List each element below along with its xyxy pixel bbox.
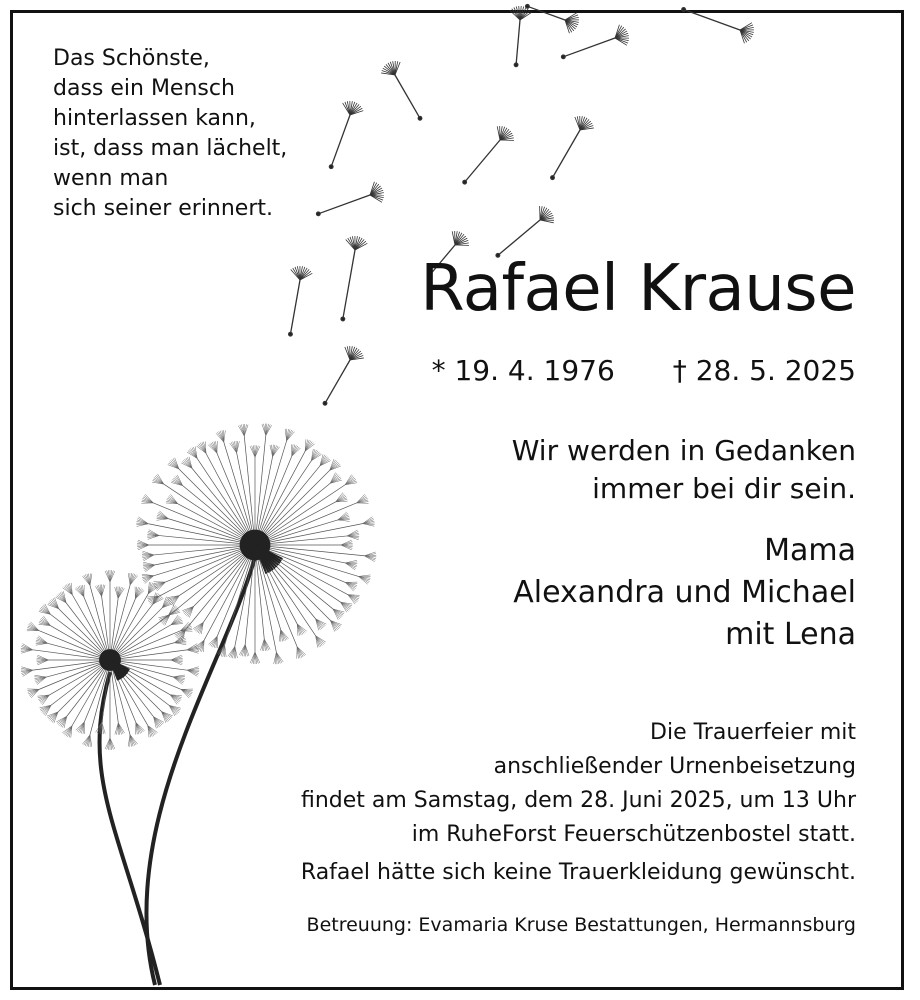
seed-icon xyxy=(379,57,431,125)
seed-icon xyxy=(558,23,632,68)
seed-icon xyxy=(279,264,313,338)
life-dates xyxy=(432,354,856,387)
dress-note: Rafael hätte sich keine Trauerkleidung gewünscht. xyxy=(300,860,856,885)
mourners-list: Mama Alexandra und Michael mit Lena xyxy=(513,533,856,652)
seed-icon xyxy=(522,0,582,35)
seed-icon xyxy=(505,5,532,67)
deceased-name: Rafael Krause xyxy=(420,252,856,326)
seed-icon xyxy=(332,234,368,322)
seed-icon xyxy=(678,0,757,45)
birth-date: * 19. 4. 1976 xyxy=(431,354,615,387)
death-date: † 28. 5. 2025 xyxy=(672,354,856,387)
funeral-home: Betreuung: Evamaria Kruse Bestattungen, Hermannsburg xyxy=(306,914,856,936)
dandelion-icon xyxy=(136,424,376,985)
seed-icon xyxy=(455,122,517,190)
farewell-motto: Wir werden in Gedanken immer bei dir sein. xyxy=(511,434,856,505)
seed-icon xyxy=(542,112,596,184)
seed-icon xyxy=(313,180,387,225)
memorial-quote: Das Schönste, dass ein Mensch hinterlassen kann, ist, dass man lächelt, wenn man sich seiner erinnert. xyxy=(53,46,288,221)
dandelion-flowers xyxy=(21,424,377,985)
seed-icon xyxy=(320,98,365,172)
seed-icon xyxy=(315,342,367,410)
dandelion-icon xyxy=(21,570,199,985)
flying-seeds xyxy=(279,0,757,410)
service-details: Die Trauerfeier mit anschließender Urnenbeisetzung findet am Samstag, dem 28. Juni 2025, um 13 Uhr im RuheForst Feuerschützenbostel statt. xyxy=(300,720,856,847)
